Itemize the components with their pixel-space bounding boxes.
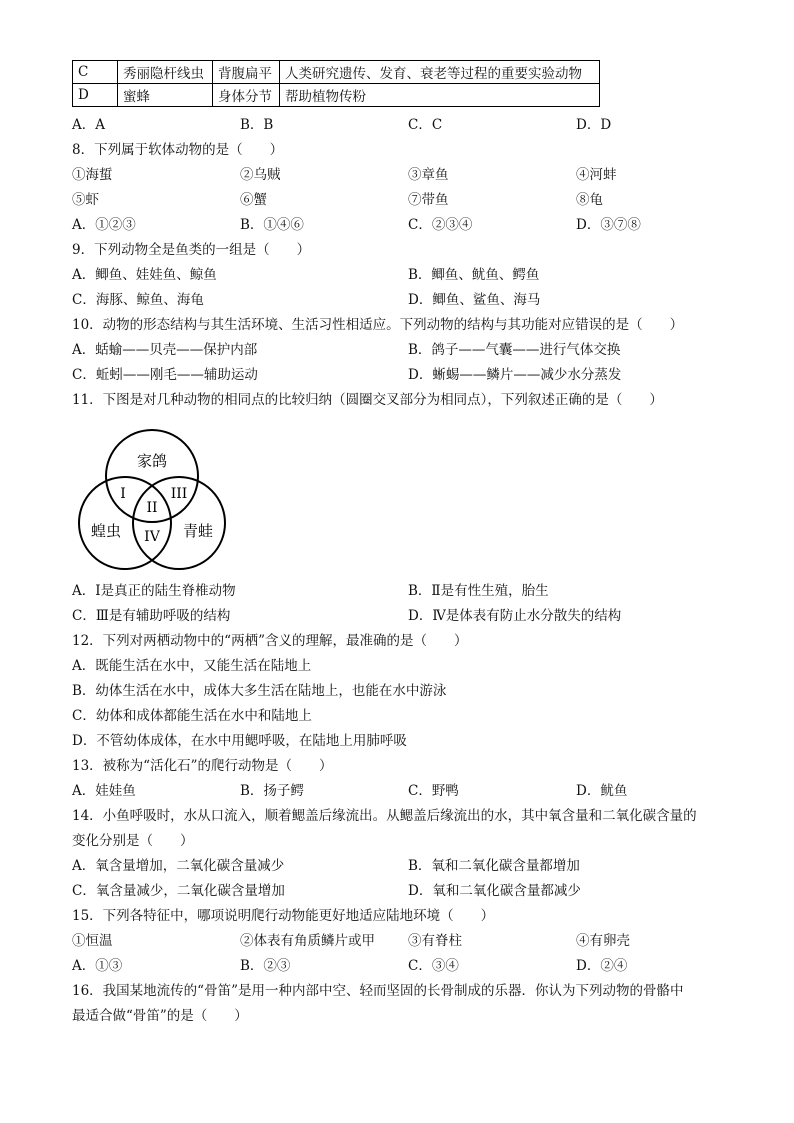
q13-option-d: D．鱿鱼 (576, 783, 628, 799)
q8-option-c: C．②③④ (408, 217, 473, 233)
table-row (73, 61, 600, 84)
q14-option-a: A．氧含量增加，二氧化碳含量减少 (72, 858, 285, 874)
q14-stem-line1: 14．小鱼呼吸时，水从口流入，顺着鳃盖后缘流出。从鳃盖后缘流出的水，其中氧含量和二氧化碳含量的 (72, 808, 697, 824)
q12-option-a: A．既能生活在水中，又能生活在陆地上 (72, 658, 312, 674)
q8-item: ④河蚌 (576, 167, 617, 183)
q10-option-b: B．鸽子——气囊——进行气体交换 (408, 342, 621, 358)
q16-stem-line1: 16．我国某地流传的“骨笛”是用一种内部中空、轻而坚固的长骨制成的乐器．你认为下列动物的骨骼中 (72, 983, 684, 999)
table-cell: 人类研究遗传、发育、衰老等过程的重要实验动物 (280, 61, 600, 84)
table-cell: D (73, 84, 118, 107)
q15-stem: 15．下列各特征中，哪项说明爬行动物能更好地适应陆地环境（ ） (72, 908, 495, 924)
table-cell: 帮助植物传粉 (280, 84, 600, 107)
q15-option-a: A．①③ (72, 958, 123, 974)
answer-table (72, 60, 600, 107)
q11-option-d: D．Ⅳ是体表有防止水分散失的结构 (408, 608, 622, 624)
venn-region-3: III (170, 486, 188, 502)
q9-stem: 9．下列动物全是鱼类的一组是（ ） (72, 242, 311, 258)
q7-option-b: B．B (240, 117, 274, 133)
q8-item: ③章鱼 (408, 167, 449, 183)
q14-option-b: B．氧和二氧化碳含量都增加 (408, 858, 580, 874)
table-cell: 蜜蜂 (118, 84, 213, 107)
q15-item: ②体表有角质鳞片或甲 (240, 933, 375, 949)
q9-option-a: A．鲫鱼、娃娃鱼、鲸鱼 (72, 267, 217, 283)
q9-option-d: D．鲫鱼、鲨鱼、海马 (408, 292, 541, 308)
q14-stem-line2: 变化分别是（ ） (72, 833, 194, 849)
q7-option-c: C．C (408, 117, 443, 133)
q9-option-b: B．鲫鱼、鱿鱼、鳄鱼 (408, 267, 540, 283)
q10-option-c: C．蚯蚓——刚毛——辅助运动 (72, 367, 258, 383)
q8-option-d: D．③⑦⑧ (576, 217, 641, 233)
q7-option-a: A．A (72, 117, 105, 133)
q10-stem: 10．动物的形态结构与其生活环境、生活习性相适应。下列动物的结构与其功能对应错误的是（ ） (72, 317, 684, 333)
q14-option-d: D．氧和二氧化碳含量都减少 (408, 883, 581, 899)
table-row (73, 84, 600, 107)
q15-option-c: C．③④ (408, 958, 459, 974)
q8-item: ⑥蟹 (240, 192, 267, 208)
q14-option-c: C．氧含量减少，二氧化碳含量增加 (72, 883, 285, 899)
q8-option-a: A．①②③ (72, 217, 136, 233)
venn-region-4: IV (144, 529, 160, 545)
q10-option-d: D．蜥蜴——鳞片——减少水分蒸发 (408, 367, 622, 383)
q15-item: ①恒温 (72, 933, 113, 949)
q11-option-c: C．Ⅲ是有辅助呼吸的结构 (72, 608, 231, 624)
venn-label-pigeon: 家鸽 (136, 452, 168, 470)
q8-item: ⑤虾 (72, 192, 99, 208)
q9-option-c: C．海豚、鲸鱼、海龟 (72, 292, 204, 308)
q7-option-d: D．D (576, 117, 612, 133)
q12-option-d: D．不管幼体成体，在水中用鳃呼吸，在陆地上用肺呼吸 (72, 733, 407, 749)
table-cell: 身体分节 (213, 84, 280, 107)
q13-stem: 13．被称为“活化石”的爬行动物是（ ） (72, 758, 333, 774)
q12-option-b: B．幼体生活在水中，成体大多生活在陆地上，也能在水中游泳 (72, 683, 447, 699)
venn-label-frog: 青蛙 (182, 522, 214, 540)
venn-region-1: I (120, 486, 126, 502)
q15-option-b: B．②③ (240, 958, 291, 974)
q13-option-b: B．扬子鳄 (240, 783, 304, 799)
q15-item: ③有脊柱 (408, 933, 462, 949)
q16-stem-line2: 最适合做“骨笛”的是（ ） (72, 1008, 248, 1024)
q15-item: ④有卵壳 (576, 933, 630, 949)
q8-item: ⑦带鱼 (408, 192, 449, 208)
table-cell: 背腹扁平 (213, 61, 280, 84)
q8-item: ⑧龟 (576, 192, 603, 208)
venn-region-2: II (146, 500, 158, 516)
q10-option-a: A．蛞蝓——贝壳——保护内部 (72, 342, 258, 358)
q15-option-d: D．②④ (576, 958, 628, 974)
table-cell: 秀丽隐杆线虫 (118, 61, 213, 84)
q13-option-c: C．野鸭 (408, 783, 459, 799)
q11-stem: 11．下图是对几种动物的相同点的比较归纳（圆圈交叉部分为相同点），下列叙述正确的是（ ） (72, 392, 663, 408)
q8-item: ②乌贼 (240, 167, 281, 183)
venn-label-locust: 蝗虫 (90, 522, 122, 540)
q8-stem: 8．下列属于软体动物的是（ ） (72, 142, 284, 158)
q12-option-c: C．幼体和成体都能生活在水中和陆地上 (72, 708, 312, 724)
table-cell: C (73, 61, 118, 84)
q8-item: ①海蜇 (72, 167, 113, 183)
venn-diagram (78, 428, 228, 578)
q11-option-a: A．Ⅰ是真正的陆生脊椎动物 (72, 583, 236, 599)
q11-option-b: B．Ⅱ是有性生殖，胎生 (408, 583, 549, 599)
q13-option-a: A．娃娃鱼 (72, 783, 136, 799)
q8-option-b: B．①④⑥ (240, 217, 304, 233)
q12-stem: 12．下列对两栖动物中的“两栖”含义的理解，最准确的是（ ） (72, 633, 468, 649)
